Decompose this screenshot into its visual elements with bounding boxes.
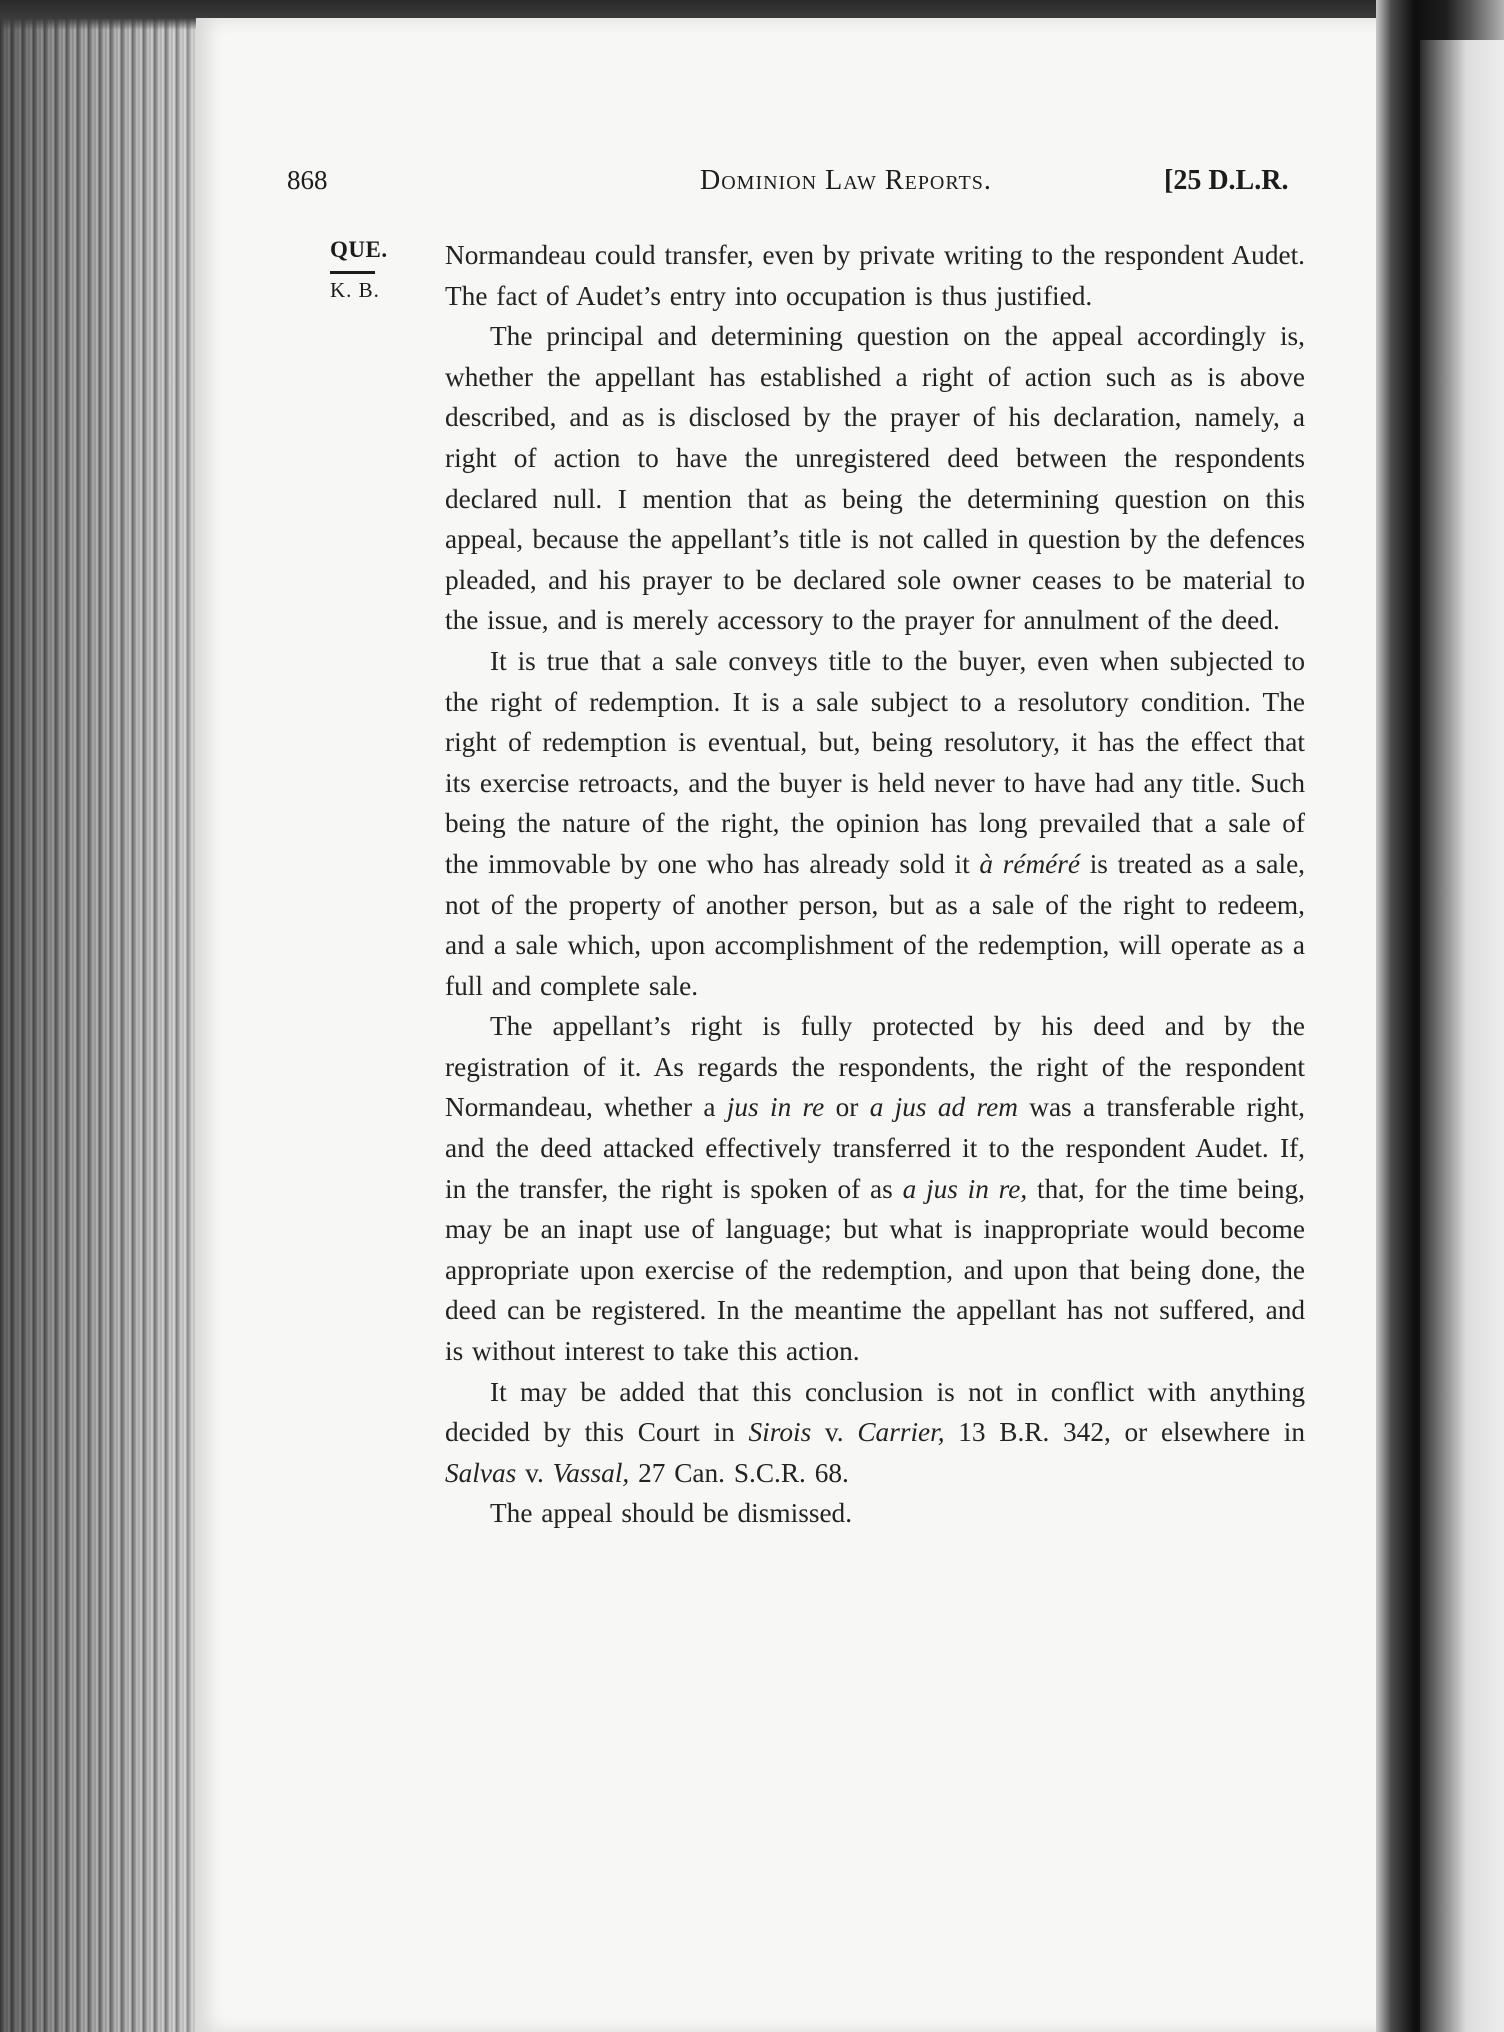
italic-text: Vassal, [552, 1457, 630, 1488]
text-run: was a transferable right, and the deed attacked effectively transferred it to the respondent Audet. If, in the transfer, the right is spoken of as [445, 1092, 1305, 1204]
paragraph [445, 1006, 1305, 1371]
volume-reference: [25 D.L.R. [1164, 165, 1289, 196]
text-run: Normandeau could transfer, even by private writing to the respondent Audet. The fact of Audet’s entry into occupation is thus justified. [445, 240, 1305, 311]
italic-text: Carrier, [857, 1417, 945, 1448]
text-run: or [824, 1092, 870, 1123]
text-run: v. [516, 1457, 553, 1488]
text-run: The appeal should be dismissed. [490, 1498, 853, 1529]
text-run: The appellant’s right is fully protected by his deed and by the registration of it. As regards the respondents, the right of the respondent Normandeau, whether a [445, 1011, 1305, 1123]
paragraph [445, 235, 1305, 316]
page-number: 868 [287, 165, 328, 195]
paragraph [445, 641, 1305, 1006]
text-run: The principal and determining question on the appeal accordingly is, whether the appellant has established a right of action such as is above described, and as is disclosed by the prayer of his declaration, namely, a right of action to have the unregistered deed between the respondents declared null. I mention that as being the determining question on this appeal, because the appellant’s title is not called in question by the defences pleaded, and his prayer to be declared sole owner ceases to be material to the issue, and is merely accessory to the prayer for annulment of the deed. [445, 321, 1305, 636]
book-page-edges [0, 0, 200, 2032]
paragraph [445, 1372, 1305, 1494]
paragraph [445, 316, 1305, 641]
text-run: is treated as a sale, not of the property of another person, but as a sale of the right to redeem, and a sale which, upon accomplishment of the redemption, will operate as a full and complete sale. [445, 848, 1306, 1001]
text-run: 27 Can. S.C.R. 68. [629, 1457, 849, 1488]
side-note-province: QUE. [330, 237, 388, 262]
body-text [445, 235, 1305, 1534]
side-note-rule [330, 271, 375, 274]
facing-page-edge [1420, 40, 1504, 2032]
paragraph [445, 1493, 1305, 1534]
running-title: Dominion Law Reports. [700, 165, 992, 196]
text-run: 13 B.R. 342, or elsewhere in [944, 1417, 1305, 1448]
italic-text: jus in re [726, 1092, 825, 1123]
text-run: It is true that a sale conveys title to the buyer, even when subjected to the right of redemption. It is a sale subject to a resolutory condition. The right of redemption is eventual, but, being resolutory, it has the effect that its exercise retroacts, and the buyer is held never to have had any title. Such being the nature of the right, the opinion has long prevailed that a sale of the immovable by one who has already sold it [445, 645, 1305, 879]
italic-text: a jus in re, [902, 1173, 1028, 1204]
italic-text: à réméré [979, 848, 1081, 879]
italic-text: Salvas [445, 1457, 517, 1488]
text-run: v. [811, 1417, 858, 1448]
italic-text: a jus ad rem [869, 1092, 1018, 1123]
text-run: It may be added that this conclusion is not in conflict with anything decided by this Court in [445, 1376, 1305, 1448]
italic-text: Sirois [748, 1417, 812, 1448]
text-run: that, for the time being, may be an inapt use of language; but what is inappropriate would become appropriate upon exercise of the redemption, and upon that being done, the deed can be registered. In the meantime the appellant has not suffered, and is without interest to take this action. [445, 1173, 1305, 1367]
side-note-court: K. B. [330, 278, 380, 302]
side-note [330, 237, 390, 303]
